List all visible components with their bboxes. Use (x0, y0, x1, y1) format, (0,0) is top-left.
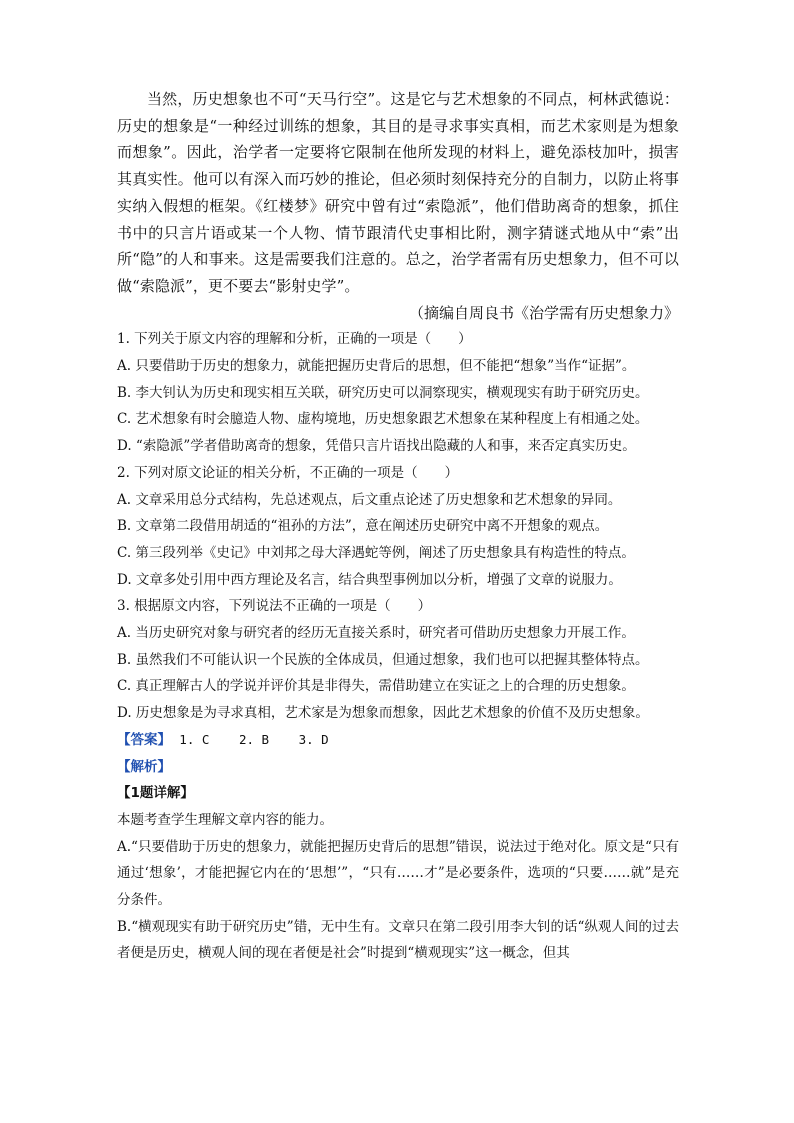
answer-1: 1. C (179, 731, 210, 747)
analysis-paragraph-b: B.“横观现实有助于研究历史”错，无中生有。文章只在第二段引用李大钊的话“纵观人间的过去者便是历史，横观人间的现在者便是社会”时提到“横观现实”这一概念，但其 (117, 918, 679, 962)
analysis-line (117, 754, 679, 781)
option-c: C. 第三段列举《史记》中刘邦之母大泽遇蛇等例，阐述了历史想象具有构造性的特点。 (117, 544, 635, 561)
analysis-paragraph-a: A.“只要借助于历史的想象力，就能把握历史背后的思想”错误，说法过于绝对化。原文是“只有通过‘想象’，才能把握它内在的‘思想’”，“只有……才”是必要条件，选项的“只要……就”是充分条件。 (117, 838, 679, 909)
page-content (117, 86, 679, 967)
option-b: B. 虽然我们不可能认识一个民族的全体成员，但通过想象，我们也可以把握其整体特点。 (117, 651, 649, 668)
option-c: C. 艺术想象有时会臆造人物、虚构境地，历史想象跟艺术想象在某种程度上有相通之处。 (117, 411, 649, 428)
answer-2: 2. B (238, 731, 270, 747)
question-2 (117, 460, 679, 594)
option-a: A. 文章采用总分式结构，先总述观点，后文重点论述了历史想象和艺术想象的异同。 (117, 491, 622, 508)
answer-values (179, 732, 350, 747)
option-a: A. 当历史研究对象与研究者的经历无直接关系时，研究者可借助历史想象力开展工作。 (117, 625, 635, 642)
option-b: B. 文章第二段借用胡适的“祖孙的方法”，意在阐述历史研究中离不开想象的观点。 (117, 518, 609, 535)
question-stem: 2. 下列对原文论证的相关分析，不正确的一项是（ ） (117, 464, 459, 481)
question-3 (117, 593, 679, 727)
answer-label: 【答案】 (117, 731, 171, 748)
option-d: D. 文章多处引用中西方理论及名言，结合典型事例加以分析，增强了文章的说服力。 (117, 571, 622, 588)
answer-3: 3. D (298, 731, 329, 747)
question-stem: 1. 下列关于原文内容的理解和分析，正确的一项是（ ） (117, 331, 472, 348)
option-b: B. 李大钊认为历史和现实相互关联，研究历史可以洞察现实，横观现实有助于研究历史。 (117, 384, 649, 401)
analysis-intro: 本题考查学生理解文章内容的能力。 (117, 811, 333, 828)
option-d: D. “索隐派”学者借助离奇的想象，凭借只言片语找出隐藏的人和事，来否定真实历史。 (117, 438, 636, 455)
passage-source: （摘编自周良书《治学需有历史想象力》 (408, 303, 679, 322)
question-1 (117, 326, 679, 460)
option-c: C. 真正理解古人的学说并评价其是非得失，需借助建立在实证之上的合理的历史想象。 (117, 678, 635, 695)
question-stem: 3. 根据原文内容，下列说法不正确的一项是（ ） (117, 598, 432, 615)
passage-paragraph: 当然，历史想象也不可“天马行空”。这是它与艺术想象的不同点，柯林武德说：历史的想象是“一种经过训练的想象，其目的是寻求事实真相，而艺术家则是为想象而想象”。因此，治学者一定要将它限制在他所发现的材料上，避免添枝加叶，损害其真实性。他可以有深入而巧妙的推论，但必须时刻保持充分的自制力，以防止将事实纳入假想的框架。《红楼梦》研究中曾有过“索隐派”，他们借助离奇的想象，抓住书中的只言片语或某一个人物、情节跟清代史事相比附，测字猜谜式地从中“索”出所“隐”的人和事来。这是需要我们注意的。总之，治学者需有历史想象力，但不可以做“索隐派”，更不要去“影射史学”。 (117, 90, 679, 295)
analysis-label: 【解析】 (117, 758, 171, 775)
detail-heading: 【1题详解】 (117, 785, 194, 802)
option-d: D. 历史想象是为寻求真相，艺术家是为想象而想象，因此艺术想象的价值不及历史想象。 (117, 705, 649, 722)
answer-line (117, 727, 679, 754)
option-a: A. 只要借助于历史的想象力，就能把握历史背后的思想，但不能把“想象”当作“证据”。 (117, 358, 636, 375)
